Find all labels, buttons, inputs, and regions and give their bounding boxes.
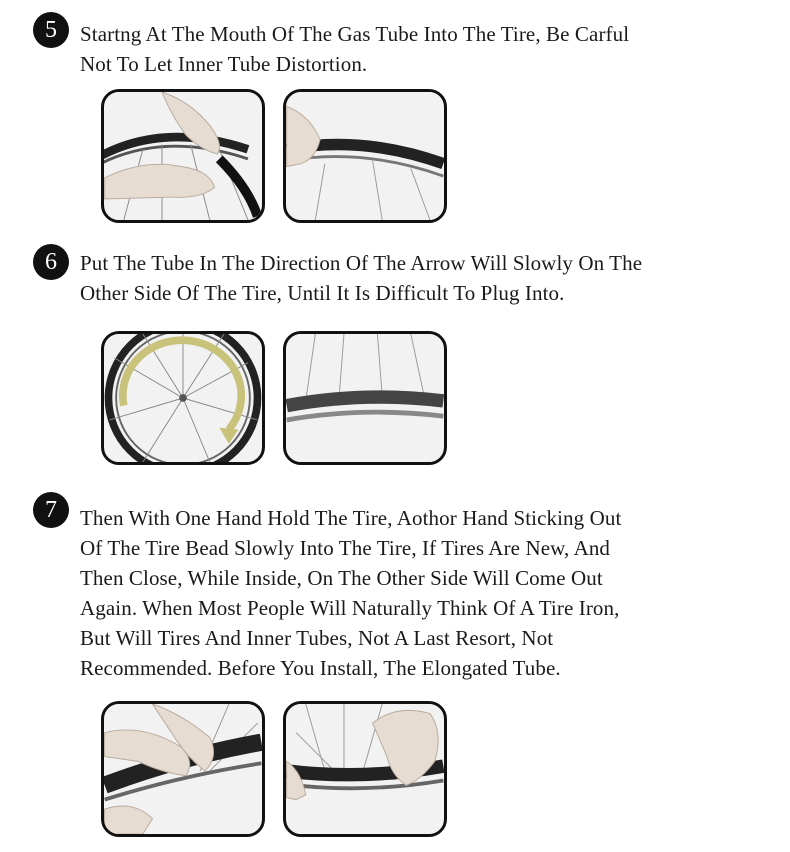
step-photo [101, 701, 265, 837]
step-instruction-line: Recommended. Before You Install, The Elongated Tube. [80, 656, 561, 680]
step-instruction-line: Put The Tube In The Direction Of The Arrow Will Slowly On The [80, 251, 643, 275]
step-number-badge: 6 [33, 244, 69, 280]
step-instruction-line: Of The Tire Bead Slowly Into The Tire, If Tires Are New, And [80, 536, 611, 560]
step-instruction-line: Startng At The Mouth Of The Gas Tube Into The Tire, Be Carful [80, 22, 630, 46]
step-instruction-line: Not To Let Inner Tube Distortion. [80, 52, 368, 76]
step-photo [283, 701, 447, 837]
step-number-badge: 5 [33, 12, 69, 48]
step-instruction [80, 503, 621, 683]
step-photo [101, 89, 265, 223]
step-instruction-line: Again. When Most People Will Naturally Think Of A Tire Iron, [80, 596, 620, 620]
step-photo [283, 89, 447, 223]
step-instruction-line: But Will Tires And Inner Tubes, Not A Last Resort, Not [80, 626, 554, 650]
step-instruction [80, 19, 629, 79]
step-number-badge: 7 [33, 492, 69, 528]
step-photo [101, 331, 265, 465]
step-instruction [80, 248, 642, 308]
step-instruction-line: Other Side Of The Tire, Until It Is Difficult To Plug Into. [80, 281, 565, 305]
step-photo [283, 331, 447, 465]
step-instruction-line: Then Close, While Inside, On The Other Side Will Come Out [80, 566, 603, 590]
step-instruction-line: Then With One Hand Hold The Tire, Aothor Hand Sticking Out [80, 506, 622, 530]
